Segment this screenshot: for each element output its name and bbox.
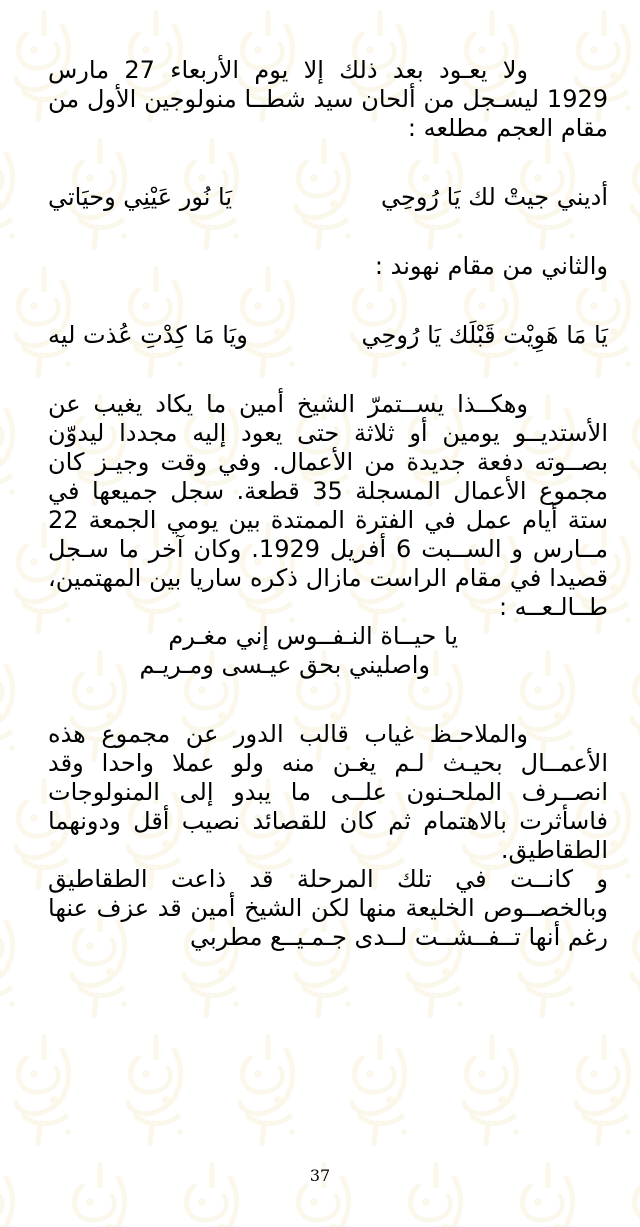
calligraphy-watermark-icon [0, 132, 28, 252]
paragraph-5: و كانــت في تلك المرحلة قد ذاعت الطقاطيق وبالخصــوص الخليعة منها لكن الشيخ أمين قد عزف عنها رغم أنها تــفــشــت لــدى جـمـيــع مطربي [48, 865, 608, 951]
body-text [48, 56, 608, 952]
paragraph-2: والثاني من مقام نهوند : [374, 252, 608, 280]
paragraph-1: ولا يعـود بعد ذلك إلا يوم الأربعاء 27 مارس 1929 ليسـجل من ألحان سيد شطــا منولوجين الأول من مقام العجم مطلعه : [48, 56, 608, 142]
verse-2-left-hemistich: ويَا مَا كِدْتِ عُذت ليه [48, 321, 248, 349]
page-number: 37 [309, 1166, 331, 1185]
paragraph-4: والملاحـظ غياب قالب الدور عن مجموع هذه الأعمــال بحيـث لـم يغـن منه ولو عملا واحدا وقد انصــرف الملحـنون علــى ما يبدو إلى المنولوجات فاسأثرت بالاهتمام ثم كان للقصائد نصيب أقل ودونهما الطقاطيق. [48, 720, 608, 864]
calligraphy-watermark-icon [620, 644, 640, 764]
poem-line-1: يا حيــاة النـفــوس إني مغـرم [168, 622, 458, 650]
calligraphy-watermark-icon [620, 132, 640, 252]
calligraphy-watermark-icon [0, 388, 28, 508]
calligraphy-watermark-icon [340, 1028, 420, 1148]
verse-2 [48, 321, 608, 350]
calligraphy-watermark-icon [228, 1028, 308, 1148]
calligraphy-watermark-icon [452, 1028, 532, 1148]
verse-1-left-hemistich: يَا نُور عَيْنِي وحيَاتي [48, 183, 233, 211]
calligraphy-watermark-icon [620, 900, 640, 1020]
verse-1 [48, 183, 608, 212]
verse-1-right-hemistich: أديني جيتْ لك يَا رُوحِي [381, 183, 608, 211]
calligraphy-watermark-icon [116, 1028, 196, 1148]
calligraphy-watermark-icon [0, 900, 28, 1020]
paragraph-3: وهكــذا يســتمرّ الشيخ أمين ما يكاد يغيب عن الأستديــو يومين أو ثلاثة حتى يعود إليه مجددا ليدوّن بصــوته دفعة جديدة من الأعمال. وفي وقت وجيـز كان مجموع الأعمال المسجلة 35 قطعة. سجل جميعها في ستة أيام عمل في الفترة الممتدة بين يومي الجمعة 22 مــارس و الســبت 6 أفريل 1929. وكان آخر ما سـجل قصيدا في مقام الراست مازال ذكره ساريا بين المهتمين، طــالـعــه : [48, 390, 609, 621]
calligraphy-watermark-icon [564, 1028, 640, 1148]
calligraphy-watermark-icon [4, 1028, 84, 1148]
calligraphy-watermark-icon [0, 644, 28, 764]
poem-line-2: واصليني بحق عيـسى ومـريـم [139, 651, 430, 679]
verse-2-right-hemistich: يَا مَا هَوِيْت قَبْلَك يَا رُوحِي [361, 321, 608, 349]
calligraphy-watermark-icon [620, 388, 640, 508]
